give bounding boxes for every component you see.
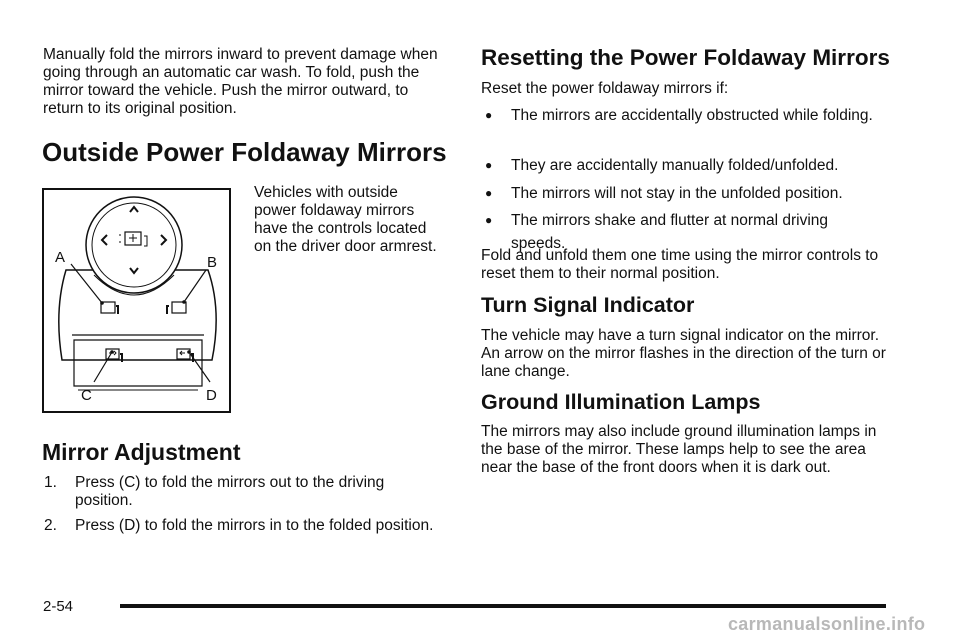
heading-mirror-adjustment: Mirror Adjustment: [42, 439, 241, 465]
heading-outside-power-foldaway-mirrors: Outside Power Foldaway Mirrors: [42, 137, 447, 167]
reset-outro: Fold and unfold them one time using the mirror controls to reset them to their normal position.: [481, 247, 879, 282]
ground-lamps-paragraph: The mirrors may also include ground illumination lamps in the base of the mirror. These lamps help to see the area near the base of the front doors when it is dark out.: [481, 423, 877, 476]
heading-ground-illumination-lamps: Ground Illumination Lamps: [481, 390, 761, 414]
list-item: ● They are accidentally manually folded/unfolded.: [485, 157, 839, 174]
step-number: 1.: [44, 474, 57, 491]
step-item: [44, 474, 444, 510]
mirror-controls-illustration: [42, 188, 231, 413]
heading-resetting-mirrors: Resetting the Power Foldaway Mirrors: [481, 45, 890, 70]
heading-turn-signal-indicator: Turn Signal Indicator: [481, 293, 695, 317]
figure-caption: Vehicles with outside power foldaway mirrors have the controls located on the driver door armrest.: [254, 184, 437, 255]
step-text: Press (D) to fold the mirrors in to the folded position.: [75, 517, 434, 534]
label-c: C: [81, 387, 92, 404]
list-item: ● The mirrors will not stay in the unfolded position.: [485, 185, 843, 202]
mirror-control-diagram: [44, 190, 229, 411]
page-number: 2-54: [43, 598, 74, 615]
step-text: Press (C) to fold the mirrors out to the driving position.: [75, 474, 385, 509]
label-a: A: [55, 249, 66, 266]
list-item: ● The mirrors shake and flutter at normal driving speeds.: [485, 212, 829, 252]
intro-paragraph: Manually fold the mirrors inward to prevent damage when going through an automatic car wash. To fold, push the mirror toward the vehicle. Push the mirror outward, to return to its original position.: [43, 46, 438, 117]
list-item: ● The mirrors are accidentally obstructed while folding.: [485, 107, 873, 124]
step-item: [44, 517, 444, 535]
watermark: carmanualsonline.info: [728, 614, 926, 634]
reset-intro: Reset the power foldaway mirrors if:: [481, 80, 729, 97]
label-d: D: [206, 387, 217, 404]
footer-rule: [120, 604, 886, 608]
label-b: B: [207, 254, 218, 271]
turn-signal-paragraph: The vehicle may have a turn signal indicator on the mirror. An arrow on the mirror flashes in the direction of the turn or lane change.: [481, 327, 886, 380]
step-number: 2.: [44, 517, 57, 534]
